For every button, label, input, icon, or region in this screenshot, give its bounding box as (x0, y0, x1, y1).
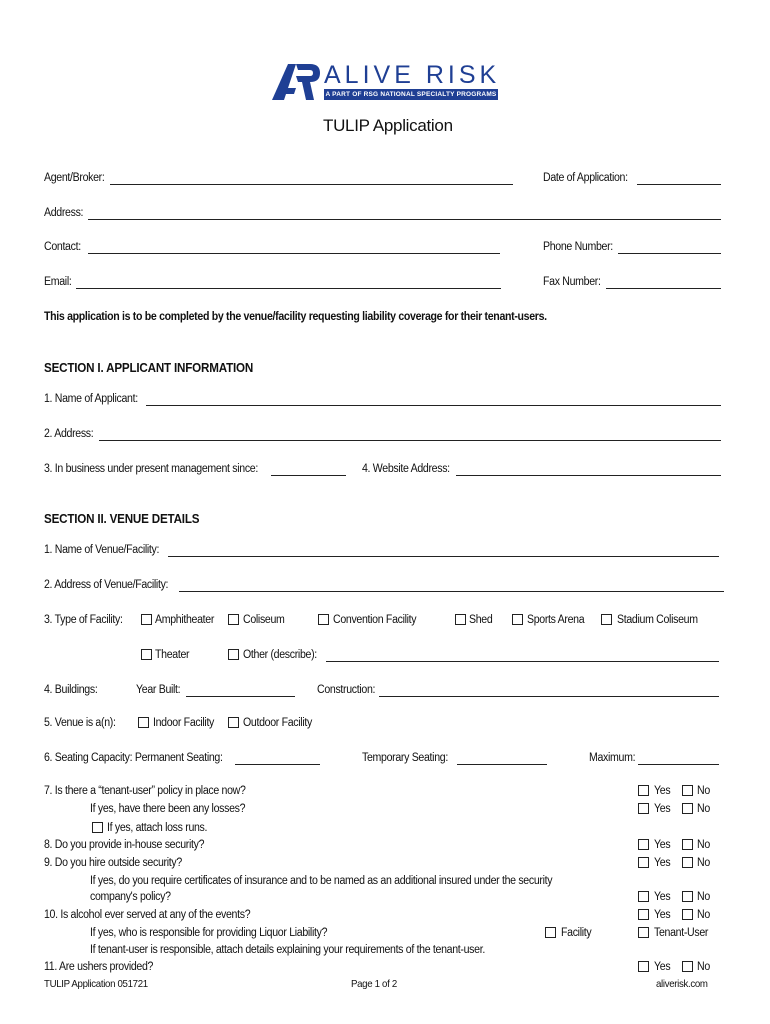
sports-arena-label: Sports Arena (527, 614, 585, 626)
convention-checkbox[interactable] (318, 614, 329, 625)
address-field[interactable] (88, 219, 721, 220)
coliseum-label: Coliseum (243, 614, 285, 626)
in-business-field[interactable] (271, 475, 346, 476)
q10-no-checkbox[interactable] (682, 909, 693, 920)
q9a-no-checkbox[interactable] (682, 891, 693, 902)
shed-checkbox[interactable] (455, 614, 466, 625)
phone-label: Phone Number: (543, 241, 613, 253)
amphitheater-checkbox[interactable] (141, 614, 152, 625)
q10b-text: If tenant-user is responsible, attach details explaining your requirements of the tenant-user. (90, 944, 485, 956)
other-checkbox[interactable] (228, 649, 239, 660)
logo-tagline: A PART OF RSG NATIONAL SPECIALTY PROGRAMS (325, 91, 497, 98)
q7a-yes-checkbox[interactable] (638, 803, 649, 814)
q7-text: 7. Is there a “tenant-user” policy in place now? (44, 785, 246, 797)
applicant-name-label: 1. Name of Applicant: (44, 393, 138, 405)
email-field[interactable] (76, 288, 501, 289)
q11-yes-checkbox[interactable] (638, 961, 649, 972)
venue-address-label: 2. Address of Venue/Facility: (44, 579, 169, 591)
q7a-no-checkbox[interactable] (682, 803, 693, 814)
q9-text: 9. Do you hire outside security? (44, 857, 182, 869)
outdoor-checkbox[interactable] (228, 717, 239, 728)
q10-yes-label: Yes (654, 909, 671, 921)
applicant-address-label: 2. Address: (44, 428, 94, 440)
q11-yes-label: Yes (654, 961, 671, 973)
q9-no-checkbox[interactable] (682, 857, 693, 868)
q9a-text-line1: If yes, do you require certificates of insurance and to be named as an additional insured under the security (90, 875, 553, 887)
agent-broker-label: Agent/Broker: (44, 172, 105, 184)
section2-heading: SECTION II. VENUE DETAILS (44, 512, 200, 526)
construction-label: Construction: (317, 684, 376, 696)
venue-address-field[interactable] (179, 591, 724, 592)
maximum-field[interactable] (638, 764, 719, 765)
stadium-label: Stadium Coliseum (617, 614, 698, 626)
year-built-label: Year Built: (136, 684, 181, 696)
q10-yes-checkbox[interactable] (638, 909, 649, 920)
q11-text: 11. Are ushers provided? (44, 961, 154, 973)
amphitheater-label: Amphitheater (155, 614, 215, 626)
q9-yes-checkbox[interactable] (638, 857, 649, 868)
footer-form-id: TULIP Application 051721 (44, 978, 148, 990)
in-business-label: 3. In business under present management since: (44, 463, 258, 475)
venue-name-label: 1. Name of Venue/Facility: (44, 544, 160, 556)
sports-arena-checkbox[interactable] (512, 614, 523, 625)
shed-label: Shed (469, 614, 493, 626)
date-label: Date of Application: (543, 172, 628, 184)
fax-label: Fax Number: (543, 276, 601, 288)
q7-no-label: No (697, 785, 710, 797)
indoor-label: Indoor Facility (153, 717, 215, 729)
page-title: TULIP Application (323, 116, 453, 135)
facility-type-label: 3. Type of Facility: (44, 614, 123, 626)
q7-yes-label: Yes (654, 785, 671, 797)
q8-no-checkbox[interactable] (682, 839, 693, 850)
agent-broker-field[interactable] (110, 184, 513, 185)
q9a-text-line2: company's policy? (90, 891, 171, 903)
q10-text: 10. Is alcohol ever served at any of the events? (44, 909, 251, 921)
theater-label: Theater (155, 649, 190, 661)
q10-no-label: No (697, 909, 710, 921)
q8-no-label: No (697, 839, 710, 851)
temporary-label: Temporary Seating: (362, 752, 448, 764)
q10a-text: If yes, who is responsible for providing Liquor Liability? (90, 927, 328, 939)
other-label: Other (describe): (243, 649, 317, 661)
q7a-no-label: No (697, 803, 710, 815)
fax-field[interactable] (606, 288, 721, 289)
facility-checkbox[interactable] (545, 927, 556, 938)
coliseum-checkbox[interactable] (228, 614, 239, 625)
other-field[interactable] (326, 661, 719, 662)
permanent-seating-field[interactable] (235, 764, 320, 765)
logo-brand: ALIVE RISK (324, 61, 501, 89)
tenant-user-checkbox[interactable] (638, 927, 649, 938)
construction-field[interactable] (379, 696, 719, 697)
seating-label: 6. Seating Capacity: Permanent Seating: (44, 752, 223, 764)
q7a-yes-label: Yes (654, 803, 671, 815)
contact-field[interactable] (88, 253, 500, 254)
footer-page-number: Page 1 of 2 (351, 978, 397, 990)
maximum-label: Maximum: (589, 752, 636, 764)
website-field[interactable] (456, 475, 721, 476)
tenant-user-label: Tenant-User (654, 927, 709, 939)
q7a-text: If yes, have there been any losses? (90, 803, 246, 815)
facility-label: Facility (561, 927, 592, 939)
stadium-checkbox[interactable] (601, 614, 612, 625)
footer-site: aliverisk.com (656, 978, 708, 990)
q8-yes-checkbox[interactable] (638, 839, 649, 850)
q9a-yes-label: Yes (654, 891, 671, 903)
contact-label: Contact: (44, 241, 81, 253)
website-label: 4. Website Address: (362, 463, 450, 475)
q7-yes-checkbox[interactable] (638, 785, 649, 796)
phone-field[interactable] (618, 253, 721, 254)
q11-no-checkbox[interactable] (682, 961, 693, 972)
email-label: Email: (44, 276, 72, 288)
notice-text: This application is to be completed by the venue/facility requesting liability coverage for their tenant-users. (44, 311, 547, 323)
convention-label: Convention Facility (333, 614, 417, 626)
q9a-no-label: No (697, 891, 710, 903)
theater-checkbox[interactable] (141, 649, 152, 660)
q9-yes-label: Yes (654, 857, 671, 869)
q7-no-checkbox[interactable] (682, 785, 693, 796)
venue-name-field[interactable] (168, 556, 719, 557)
q8-yes-label: Yes (654, 839, 671, 851)
q8-text: 8. Do you provide in-house security? (44, 839, 205, 851)
applicant-address-field[interactable] (99, 440, 721, 441)
applicant-name-field[interactable] (146, 405, 721, 406)
year-built-field[interactable] (186, 696, 295, 697)
date-field[interactable] (637, 184, 721, 185)
buildings-label: 4. Buildings: (44, 684, 98, 696)
indoor-checkbox[interactable] (138, 717, 149, 728)
section1-heading: SECTION I. APPLICANT INFORMATION (44, 361, 254, 375)
q11-no-label: No (697, 961, 710, 973)
logo-mark (270, 62, 322, 102)
address-label: Address: (44, 207, 84, 219)
q7b-checkbox[interactable] (92, 822, 103, 833)
venue-is-label: 5. Venue is a(n): (44, 717, 116, 729)
temporary-seating-field[interactable] (457, 764, 547, 765)
outdoor-label: Outdoor Facility (243, 717, 312, 729)
q9a-yes-checkbox[interactable] (638, 891, 649, 902)
q9-no-label: No (697, 857, 710, 869)
q7b-text: If yes, attach loss runs. (107, 822, 208, 834)
